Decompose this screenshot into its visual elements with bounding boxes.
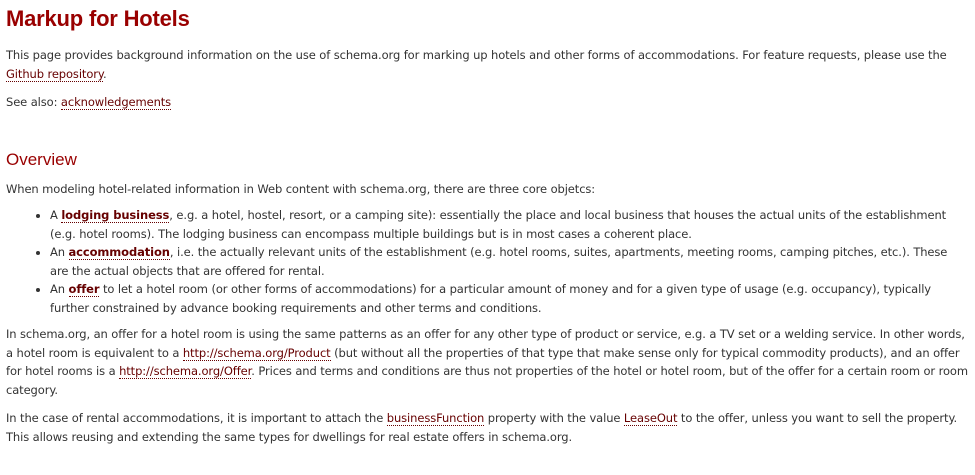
- rental-paragraph: [6, 409, 969, 446]
- see-also-label: See also:: [6, 95, 61, 109]
- list-item: [50, 243, 969, 280]
- list-item-text: to let a hotel room (or other forms of accommodations) for a particular amount of money and for a given type of usage (e.g. occupancy), typically further constrained by advance booking requirements and other terms and conditions.: [50, 282, 932, 315]
- intro-paragraph: [6, 46, 969, 83]
- list-item: [50, 280, 969, 317]
- list-item-text: , i.e. the actually relevant units of the establishment (e.g. hotel rooms, suites, apartments, meeting rooms, camping pitches, etc.). These are the actual objects that are offered for rental.: [50, 245, 948, 278]
- lease-out-link[interactable]: LeaseOut: [623, 411, 678, 425]
- paragraph-text: (but without all the properties of that type that make sense only for typical commodity products), and an offer for hotel rooms is a: [6, 345, 960, 378]
- paragraph-text: property with the value: [484, 411, 624, 425]
- overview-heading: Overview: [6, 149, 77, 169]
- offer-paragraph: [6, 325, 969, 399]
- paragraph-text: In the case of rental accommodations, it is important to attach the: [6, 411, 387, 425]
- paragraph-text: to the offer, unless you want to sell the property. This allows reusing and extending the same types for dwellings for real estate offers in schema.org.: [6, 411, 958, 444]
- schema-offer-link[interactable]: http://schema.org/Offer: [119, 364, 252, 378]
- schema-product-link[interactable]: http://schema.org/Product: [182, 345, 331, 360]
- lodging-business-link[interactable]: lodging business: [61, 208, 170, 222]
- intro-text: This page provides background information on the use of schema.org for marking up hotels and other forms of accommodations. For feature requests, please use the: [6, 48, 947, 62]
- spacer: [6, 122, 969, 148]
- accommodation-link[interactable]: accommodation: [68, 245, 170, 259]
- list-item: [50, 206, 969, 243]
- list-item-prefix: An: [50, 245, 69, 259]
- intro-text-end: .: [102, 66, 107, 81]
- see-also-paragraph: [6, 93, 969, 112]
- overview-lead: When modeling hotel-related information in Web content with schema.org, there are three core objetcs:: [6, 181, 596, 196]
- core-objects-list: [6, 206, 969, 317]
- list-item-prefix: An: [50, 282, 69, 296]
- paragraph-text: . Prices and terms and conditions are thus not properties of the hotel or hotel room, but of the offer for a certain room or room category.: [6, 364, 968, 397]
- business-function-link[interactable]: businessFunction: [386, 411, 485, 425]
- offer-link[interactable]: offer: [68, 282, 100, 296]
- github-repository-link[interactable]: Github repository: [6, 66, 103, 81]
- acknowledgements-link[interactable]: acknowledgements: [60, 95, 172, 109]
- page-title: Markup for Hotels: [6, 6, 190, 31]
- paragraph-text: In schema.org, an offer for a hotel room is using the same patterns as an offer for any other type of product or service, e.g. a TV set or a welding service. In other words, a hotel room is equivalent to a: [6, 327, 965, 360]
- list-item-text: , e.g. a hotel, hostel, resort, or a camping site): essentially the place and local business that houses the actual units of the establishment (e.g. hotel rooms). The lodging business can encompass multiple buildings but is in most cases a coherent place.: [50, 208, 947, 241]
- list-item-prefix: A: [50, 208, 62, 222]
